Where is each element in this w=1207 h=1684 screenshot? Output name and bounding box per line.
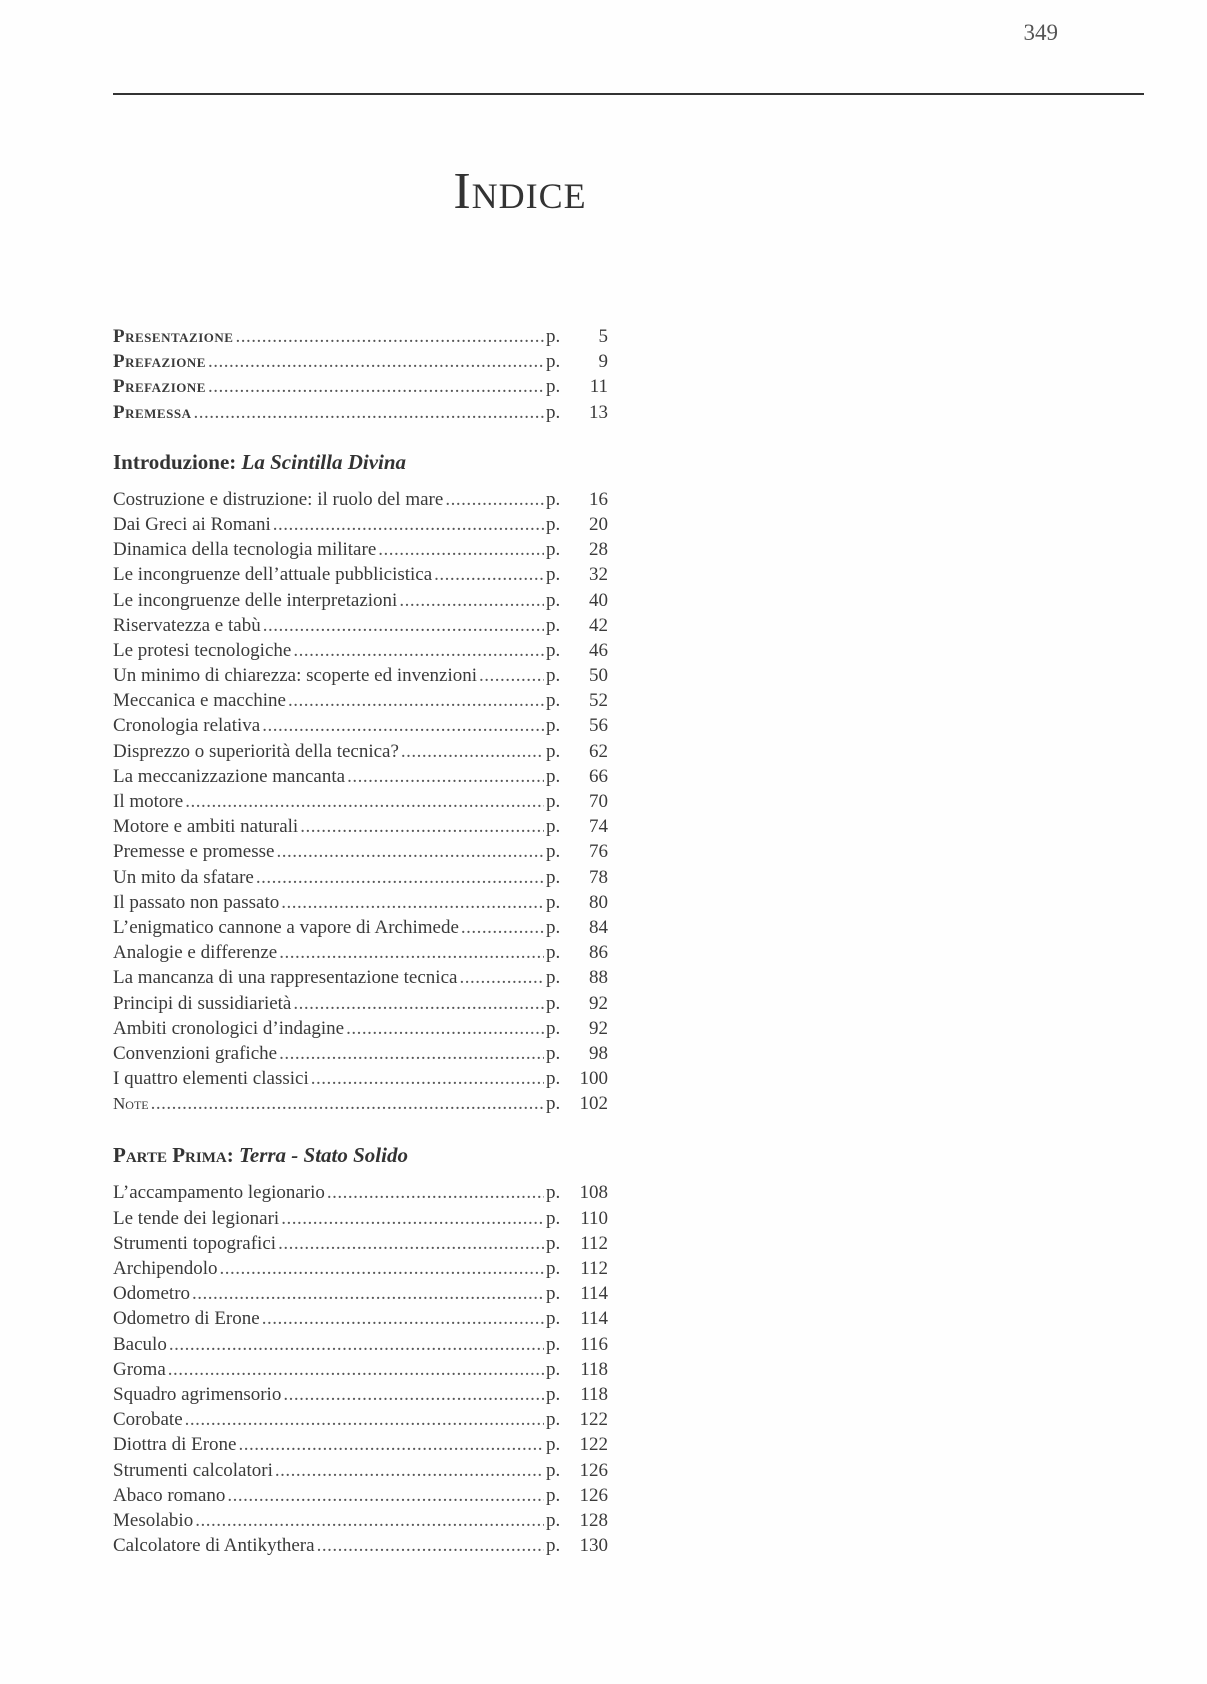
page-prefix: p. xyxy=(546,351,561,373)
toc-entry-label: Strumenti calcolatori xyxy=(113,1459,273,1481)
toc-entry xyxy=(113,1091,608,1116)
toc-entry-page xyxy=(546,487,608,512)
page-prefix: p. xyxy=(546,1409,561,1431)
toc-entry-label: Riservatezza e tabù xyxy=(113,614,261,636)
page-prefix: p. xyxy=(546,1042,561,1064)
toc-entry xyxy=(113,915,608,940)
toc-entry-label: Le incongruenze dell’attuale pubblicistica xyxy=(113,564,433,586)
toc-entry-label: Un mito da sfatare xyxy=(113,866,254,888)
toc-entry-page xyxy=(546,1091,608,1116)
page-prefix: p. xyxy=(546,1283,561,1305)
toc-entry-page xyxy=(546,1281,608,1306)
toc-entry-page xyxy=(546,940,608,965)
toc-entry xyxy=(113,940,608,965)
page-number-value: 5 xyxy=(598,326,608,347)
toc-entry-label: Le incongruenze delle interpretazioni xyxy=(113,589,398,611)
toc-entry-label: Prefazione xyxy=(113,351,206,373)
dot-leader xyxy=(378,537,544,562)
dot-leader xyxy=(208,349,544,374)
dot-leader xyxy=(227,1483,544,1508)
page-prefix: p. xyxy=(546,488,561,510)
toc-entry-page xyxy=(546,400,608,425)
page-prefix: p. xyxy=(546,1258,561,1279)
page-prefix: p. xyxy=(546,513,561,535)
toc-entry-page xyxy=(546,562,608,587)
toc-entry-page xyxy=(546,991,608,1016)
toc-entry-label: L’accampamento legionario xyxy=(113,1182,325,1204)
toc-entry xyxy=(113,537,608,562)
page-prefix: p. xyxy=(546,1434,561,1456)
section-heading-title: Terra - Stato Solido xyxy=(238,1143,408,1168)
toc-entry-page xyxy=(546,865,608,890)
page-number-value: 86 xyxy=(589,942,608,964)
toc-entry xyxy=(113,663,608,688)
page-prefix: p. xyxy=(546,992,561,1014)
page-number-value: 13 xyxy=(589,401,608,423)
toc-entry-label: Costruzione e distruzione: il ruolo del mare xyxy=(113,488,444,510)
toc-entry-page xyxy=(546,1508,608,1533)
toc-entry xyxy=(113,1231,608,1256)
toc-entry xyxy=(113,739,608,764)
page-number-value: 70 xyxy=(589,791,608,812)
toc-entry xyxy=(113,487,608,512)
page-number-value: 128 xyxy=(579,1509,608,1531)
section-heading-title: La Scintilla Divina xyxy=(241,449,407,474)
toc-entry-page xyxy=(546,965,608,990)
toc-entry-label: Odometro di Erone xyxy=(113,1308,260,1330)
page-number-value: 126 xyxy=(579,1484,608,1506)
toc-entry-page xyxy=(546,688,608,713)
dot-leader xyxy=(262,1306,544,1331)
page-number-value: 114 xyxy=(580,1283,608,1305)
toc-entry xyxy=(113,865,608,890)
toc-entry xyxy=(113,374,608,399)
section-heading-introduzione xyxy=(113,447,608,477)
section-heading-prefix: Introduzione: xyxy=(113,449,242,474)
dot-leader xyxy=(281,890,544,915)
page-prefix: p. xyxy=(546,639,561,661)
page-number-value: 28 xyxy=(589,539,608,561)
dot-leader xyxy=(459,965,544,990)
page-number-value: 66 xyxy=(589,765,608,787)
toc-entry-label: Baculo xyxy=(113,1333,167,1355)
page-prefix: p. xyxy=(546,1093,561,1115)
dot-leader xyxy=(434,562,544,587)
dot-leader xyxy=(293,991,544,1016)
toc-entry xyxy=(113,1533,608,1558)
toc-entry-label: Archipendolo xyxy=(113,1258,218,1279)
page-number-value: 92 xyxy=(589,1017,608,1039)
toc-entry-page xyxy=(546,839,608,864)
dot-leader xyxy=(399,588,544,613)
toc-entry-page xyxy=(546,588,608,613)
toc-entry xyxy=(113,1432,608,1457)
toc-entry-label: Note xyxy=(113,1094,149,1114)
toc-entry xyxy=(113,1407,608,1432)
toc-entry xyxy=(113,713,608,738)
toc-entry-label: Ambiti cronologici d’indagine xyxy=(113,1017,345,1039)
toc-entry xyxy=(113,1306,608,1331)
toc-entry-page xyxy=(546,1458,608,1483)
toc-entry-page xyxy=(546,1066,608,1091)
dot-leader xyxy=(193,400,544,425)
page-prefix: p. xyxy=(546,715,561,737)
page-number-value: 102 xyxy=(579,1093,608,1115)
toc-entry-label: Un minimo di chiarezza: scoperte ed invenzioni xyxy=(113,665,478,687)
toc-entry-page xyxy=(546,1256,608,1281)
section-heading-prefix: Parte Prima: xyxy=(113,1143,239,1168)
toc-entry-label: Disprezzo o superiorità della tecnica? xyxy=(113,740,399,762)
toc-entry xyxy=(113,1256,608,1281)
page-prefix: p. xyxy=(546,841,561,863)
toc-entry xyxy=(113,324,608,349)
toc-entry-page xyxy=(546,764,608,789)
toc-entry-page xyxy=(546,1332,608,1357)
dot-leader xyxy=(283,1382,544,1407)
toc-entry-label: Prefazione xyxy=(113,376,206,398)
dot-leader xyxy=(276,839,544,864)
toc-entry-page xyxy=(546,814,608,839)
page-number-value: 112 xyxy=(580,1258,608,1279)
toc-entry xyxy=(113,814,608,839)
page-number-value: 92 xyxy=(589,992,608,1014)
toc-entry xyxy=(113,1206,608,1231)
toc-entry-page xyxy=(546,1483,608,1508)
dot-leader xyxy=(263,613,544,638)
toc-entry-label: La meccanizzazione mancanta xyxy=(113,765,346,787)
page-prefix: p. xyxy=(546,1509,561,1531)
toc-entry-page xyxy=(546,789,608,814)
page-prefix: p. xyxy=(546,942,561,964)
toc-entry-label: Premessa xyxy=(113,401,192,423)
toc-entry-label: Analogie e differenze xyxy=(113,942,278,964)
toc-entry-page xyxy=(546,1306,608,1331)
dot-leader xyxy=(347,764,544,789)
toc-entry xyxy=(113,1332,608,1357)
page-prefix: p. xyxy=(546,376,561,398)
dot-leader xyxy=(279,940,544,965)
toc-entry xyxy=(113,1180,608,1205)
toc-entry-page xyxy=(546,890,608,915)
toc-entry xyxy=(113,965,608,990)
toc-entry-label: Premesse e promesse xyxy=(113,841,275,863)
toc-entry-page xyxy=(546,739,608,764)
page-prefix: p. xyxy=(546,1484,561,1506)
toc-entry-page xyxy=(546,1206,608,1231)
dot-leader xyxy=(262,713,544,738)
toc-entry xyxy=(113,400,608,425)
page-prefix: p. xyxy=(546,665,561,687)
part-one-entries-list xyxy=(113,1180,608,1558)
dot-leader xyxy=(151,1091,544,1116)
toc-entry-label: Cronologia relativa xyxy=(113,715,261,737)
toc-entry-page xyxy=(546,1357,608,1382)
dot-leader xyxy=(281,1206,544,1231)
dot-leader xyxy=(293,638,544,663)
dot-leader xyxy=(273,512,544,537)
page-number-value: 98 xyxy=(589,1042,608,1064)
page-number-value: 32 xyxy=(589,564,608,586)
toc-entry xyxy=(113,638,608,663)
toc-entry xyxy=(113,1066,608,1091)
toc-entry-page xyxy=(546,1533,608,1558)
page-number-value: 76 xyxy=(589,841,608,863)
toc-entry xyxy=(113,1357,608,1382)
toc-entry xyxy=(113,1508,608,1533)
page-prefix: p. xyxy=(546,740,561,762)
toc-entry-label: Il passato non passato xyxy=(113,891,280,913)
dot-leader xyxy=(401,739,544,764)
page-prefix: p. xyxy=(546,401,561,423)
page-prefix: p. xyxy=(546,916,561,938)
page-prefix: p. xyxy=(546,1535,561,1557)
page-number-value: 116 xyxy=(580,1333,608,1355)
page-number-value: 114 xyxy=(580,1308,608,1330)
page-number-value: 20 xyxy=(589,513,608,535)
toc-entry-label: Dinamica della tecnologia militare xyxy=(113,539,377,561)
page-prefix: p. xyxy=(546,967,561,989)
page-number-value: 110 xyxy=(580,1207,608,1229)
page-number-value: 108 xyxy=(579,1182,608,1204)
dot-leader xyxy=(327,1180,544,1205)
toc-entry xyxy=(113,1483,608,1508)
toc-entry-page xyxy=(546,915,608,940)
toc-entry-page xyxy=(546,324,608,349)
toc-entry-label: L’enigmatico cannone a vapore di Archimede xyxy=(113,916,459,938)
toc-entry-page xyxy=(546,1180,608,1205)
section-heading-parte-prima xyxy=(113,1140,608,1170)
toc-entry xyxy=(113,764,608,789)
dot-leader xyxy=(288,688,544,713)
page-prefix: p. xyxy=(546,1182,561,1204)
page-prefix: p. xyxy=(546,891,561,913)
toc-entry-label: Strumenti topografici xyxy=(113,1232,277,1254)
page-number-value: 88 xyxy=(589,967,608,989)
toc-entry-page xyxy=(546,1231,608,1256)
intro-entries-list xyxy=(113,487,608,1117)
toc-entry-label: Convenzioni grafiche xyxy=(113,1042,278,1064)
page-number-value: 42 xyxy=(589,614,608,636)
dot-leader xyxy=(275,1458,544,1483)
page-number-value: 40 xyxy=(589,589,608,611)
page-number-value: 112 xyxy=(580,1232,608,1254)
dot-leader xyxy=(311,1066,544,1091)
toc-entry-label: Abaco romano xyxy=(113,1484,226,1506)
page-number-value: 11 xyxy=(589,376,608,398)
toc-entry-label: Principi di sussidiarietà xyxy=(113,992,292,1014)
header-rule xyxy=(113,93,1144,95)
toc-entry-label: Mesolabio xyxy=(113,1509,194,1531)
page-prefix: p. xyxy=(546,791,561,812)
dot-leader xyxy=(235,324,544,349)
toc-entry-page xyxy=(546,1432,608,1457)
page-number-value: 84 xyxy=(589,916,608,938)
page-number: 349 xyxy=(1023,20,1058,45)
page-number-value: 122 xyxy=(579,1409,608,1431)
toc-entry-label: La mancanza di una rappresentazione tecnica xyxy=(113,967,458,989)
page-prefix: p. xyxy=(546,564,561,586)
page-title: Indice xyxy=(453,163,587,220)
page-number-value: 74 xyxy=(589,816,608,838)
toc-entry-page xyxy=(546,1382,608,1407)
page-number-value: 130 xyxy=(579,1535,608,1557)
dot-leader xyxy=(461,915,544,940)
page-prefix: p. xyxy=(546,816,561,838)
toc-entry-label: Presentazione xyxy=(113,326,234,347)
toc-entry-label: Corobate xyxy=(113,1409,183,1431)
toc-entry xyxy=(113,588,608,613)
toc-entry xyxy=(113,688,608,713)
dot-leader xyxy=(219,1256,544,1281)
page-prefix: p. xyxy=(546,1308,561,1330)
toc-entry-label: Calcolatore di Antikythera xyxy=(113,1535,315,1557)
page-number-value: 122 xyxy=(579,1434,608,1456)
toc-entry xyxy=(113,562,608,587)
toc-entry xyxy=(113,1382,608,1407)
page-prefix: p. xyxy=(546,589,561,611)
dot-leader xyxy=(279,1041,544,1066)
page-number-value: 50 xyxy=(589,665,608,687)
page-prefix: p. xyxy=(546,1459,561,1481)
page-prefix: p. xyxy=(546,1333,561,1355)
toc-entry-label: Odometro xyxy=(113,1283,191,1305)
toc-entry xyxy=(113,991,608,1016)
dot-leader xyxy=(185,1407,544,1432)
dot-leader xyxy=(346,1016,544,1041)
toc-entry-label: I quattro elementi classici xyxy=(113,1068,309,1090)
page-number-value: 100 xyxy=(579,1068,608,1090)
toc-entry xyxy=(113,1041,608,1066)
page-number-value: 56 xyxy=(589,715,608,737)
toc-entry-page xyxy=(546,713,608,738)
dot-leader xyxy=(278,1231,544,1256)
toc-entry xyxy=(113,1458,608,1483)
page-prefix: p. xyxy=(546,690,561,712)
page-prefix: p. xyxy=(546,866,561,888)
dot-leader xyxy=(479,663,544,688)
page-number-value: 46 xyxy=(589,639,608,661)
page-prefix: p. xyxy=(546,1068,561,1090)
toc-entry-page xyxy=(546,638,608,663)
dot-leader xyxy=(185,789,544,814)
toc-entry-label: Motore e ambiti naturali xyxy=(113,816,299,838)
toc-entry-label: Dai Greci ai Romani xyxy=(113,513,271,535)
toc-entry xyxy=(113,1016,608,1041)
toc-entry xyxy=(113,512,608,537)
toc-entry xyxy=(113,890,608,915)
toc-entry xyxy=(113,1281,608,1306)
page-prefix: p. xyxy=(546,614,561,636)
page-prefix: p. xyxy=(546,1207,561,1229)
dot-leader xyxy=(168,1357,544,1382)
page-number-value: 62 xyxy=(589,740,608,762)
dot-leader xyxy=(169,1332,544,1357)
front-matter-list xyxy=(113,324,608,425)
dot-leader xyxy=(192,1281,544,1306)
toc-entry-label: Le tende dei legionari xyxy=(113,1207,280,1229)
toc-entry-label: Le protesi tecnologiche xyxy=(113,639,292,661)
page-prefix: p. xyxy=(546,1358,561,1380)
page-prefix: p. xyxy=(546,326,561,347)
dot-leader xyxy=(195,1508,544,1533)
page-prefix: p. xyxy=(546,1383,561,1405)
toc-entry-label: Squadro agrimensorio xyxy=(113,1383,282,1405)
toc-entry-page xyxy=(546,1407,608,1432)
toc-entry xyxy=(113,349,608,374)
dot-leader xyxy=(238,1432,544,1457)
dot-leader xyxy=(317,1533,544,1558)
toc-entry-page xyxy=(546,374,608,399)
page-prefix: p. xyxy=(546,1017,561,1039)
dot-leader xyxy=(445,487,544,512)
page-number-value: 118 xyxy=(580,1383,608,1405)
page-number-value: 16 xyxy=(589,488,608,510)
page-prefix: p. xyxy=(546,539,561,561)
toc-entry-page xyxy=(546,1016,608,1041)
table-of-contents xyxy=(113,324,608,1558)
page-prefix: p. xyxy=(546,1232,561,1254)
toc-entry-label: Diottra di Erone xyxy=(113,1434,237,1456)
page-number-value: 126 xyxy=(579,1459,608,1481)
toc-entry-label: Groma xyxy=(113,1358,166,1380)
toc-entry-label: Il motore xyxy=(113,791,184,812)
toc-entry-page xyxy=(546,349,608,374)
page-prefix: p. xyxy=(546,765,561,787)
toc-entry xyxy=(113,839,608,864)
dot-leader xyxy=(256,865,544,890)
toc-entry-label: Meccanica e macchine xyxy=(113,690,286,712)
dot-leader xyxy=(300,814,544,839)
page-number-value: 9 xyxy=(598,351,608,373)
page-number-value: 118 xyxy=(580,1358,608,1380)
page-number-value: 78 xyxy=(589,866,608,888)
toc-entry-page xyxy=(546,613,608,638)
page-number-value: 52 xyxy=(589,690,608,712)
page-number-value: 80 xyxy=(589,891,608,913)
toc-entry-page xyxy=(546,537,608,562)
toc-entry xyxy=(113,613,608,638)
toc-entry-page xyxy=(546,512,608,537)
toc-entry-page xyxy=(546,663,608,688)
toc-entry-page xyxy=(546,1041,608,1066)
toc-entry xyxy=(113,789,608,814)
dot-leader xyxy=(208,374,544,399)
